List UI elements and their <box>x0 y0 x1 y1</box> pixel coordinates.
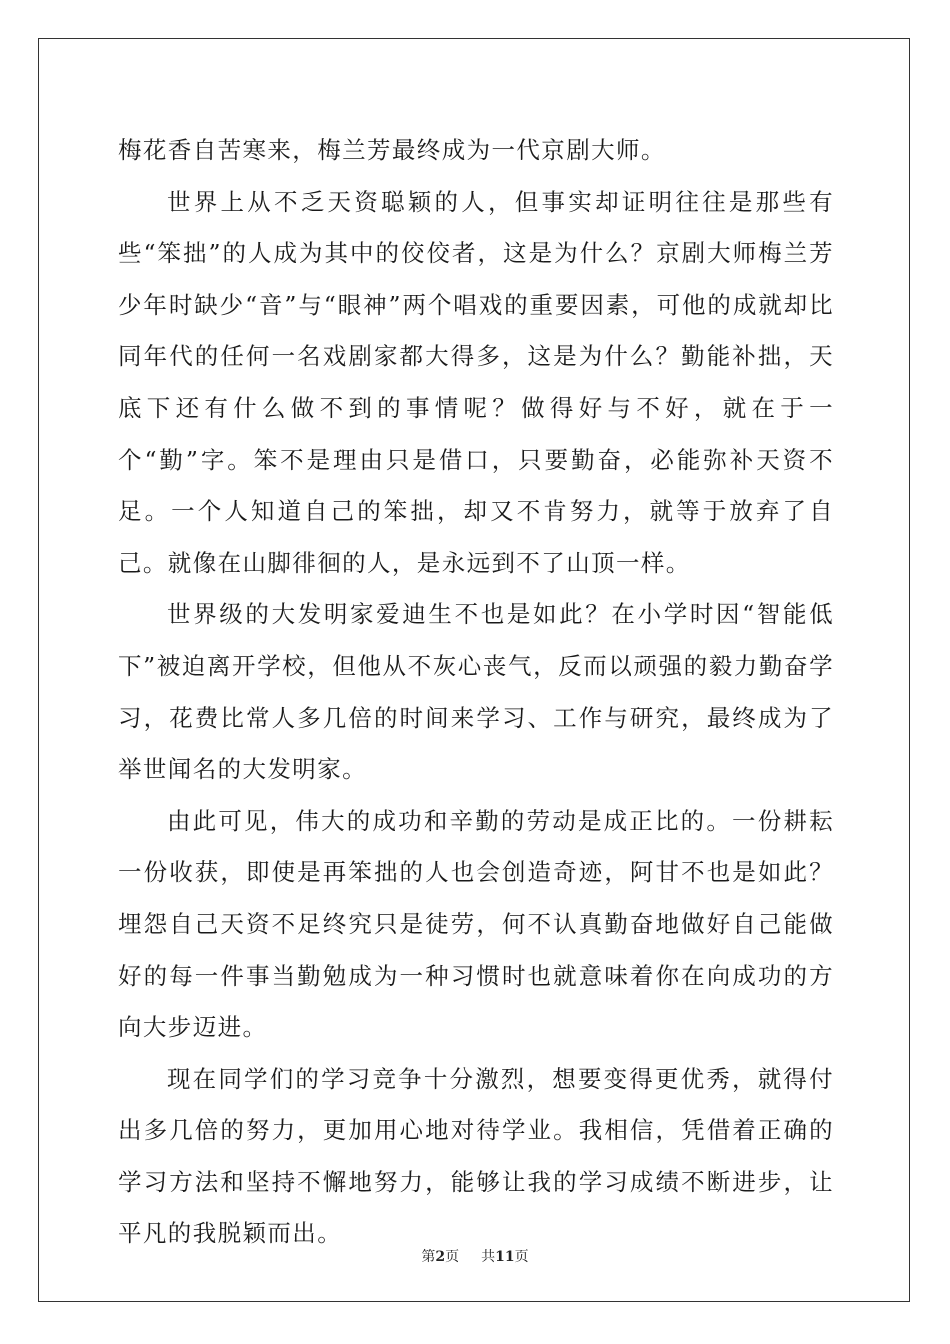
paragraph-4: 由此可见，伟大的成功和辛勤的劳动是成正比的。一份耕耘一份收获，即使是再笨拙的人也会创造奇迹，阿甘不也是如此？埋怨自己天资不足终究只是徒劳，何不认真勤奋地做好自己能做好的每一件事当勤勉成为一种习惯时也就意味着你在向成功的方向大步迈进。 <box>118 806 834 1042</box>
document-body <box>118 125 834 1260</box>
page-footer <box>0 1246 950 1266</box>
page-number: 第2页 <box>421 1249 460 1265</box>
paragraph-5: 现在同学们的学习竞争十分激烈，想要变得更优秀，就得付出多几倍的努力，更加用心地对待学业。我相信，凭借着正确的学习方法和坚持不懈地努力，能够让我的学习成绩不断进步，让平凡的我脱颖而出。 <box>118 1064 834 1248</box>
paragraph-1: 梅花香自苦寒来，梅兰芳最终成为一代京剧大师。 <box>118 136 666 164</box>
paragraph-2: 世界上从不乏天资聪颖的人，但事实却证明往往是那些有些“笨拙”的人成为其中的佼佼者，这是为什么？京剧大师梅兰芳少年时缺少“音”与“眼神”两个唱戏的重要因素，可他的成就却比同年代的任何一名戏剧家都大得多，这是为什么？勤能补拙，天底下还有什么做不到的事情呢？做得好与不好，就在于一个“勤”字。笨不是理由只是借口，只要勤奋，必能弥补天资不足。一个人知道自己的笨拙，却又不肯努力，就等于放弃了自己。就像在山脚徘徊的人，是永远到不了山顶一样。 <box>118 187 834 577</box>
page-total: 共11页 <box>481 1249 529 1265</box>
paragraph-3: 世界级的大发明家爱迪生不也是如此？在小学时因“智能低下”被迫离开学校，但他从不灰心丧气，反而以顽强的毅力勤奋学习，花费比常人多几倍的时间来学习、工作与研究，最终成为了举世闻名的大发明家。 <box>118 600 834 784</box>
